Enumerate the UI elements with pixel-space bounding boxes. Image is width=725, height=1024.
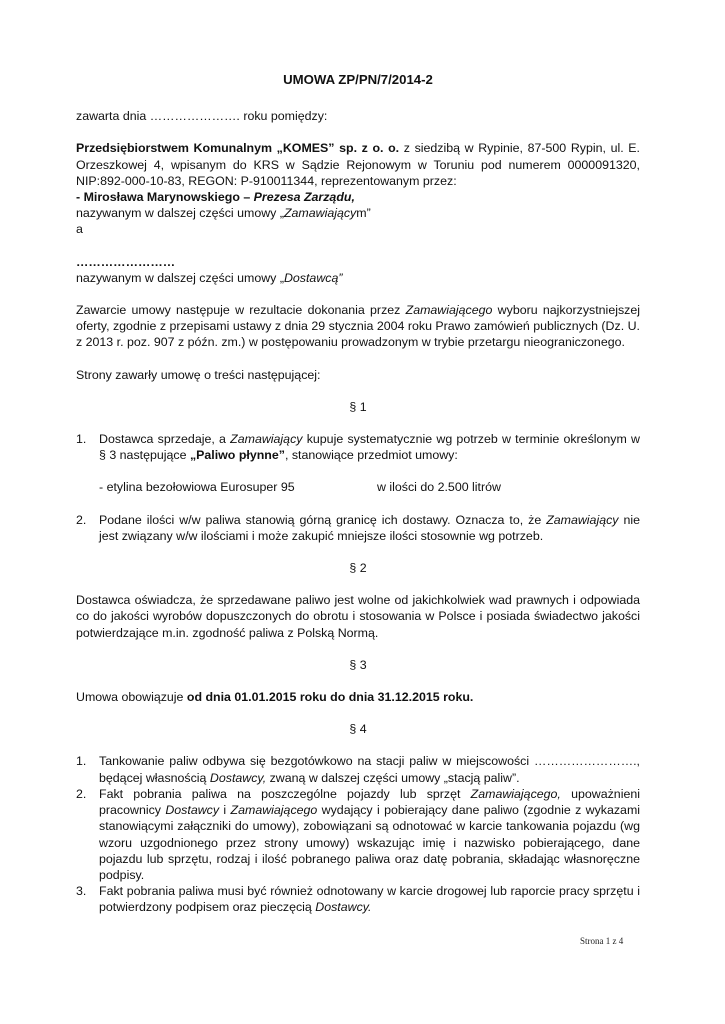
- spacer: [76, 383, 640, 399]
- party2-named: [76, 270, 640, 286]
- party1-representative: [76, 189, 640, 205]
- spacer: [76, 351, 640, 367]
- preamble-paragraph: [76, 302, 640, 351]
- party1-details: z siedzibą w Rypinie, 87-500 Rypin, ul. E. Orzeszkowej 4, wpisanym do KRS w Sądzie Rejonowym w Toruniu pod numerem 0000091320, NIP:892-000-10-83, REGON: P-910011344, reprezentowanym przez:: [76, 141, 640, 188]
- spacer: [76, 238, 640, 254]
- named-suffix: m”: [356, 206, 371, 221]
- party1-paragraph: [76, 140, 640, 189]
- item-number: 1.: [76, 432, 87, 447]
- party1-name: Przedsiębiorstwem Komunalnym „KOMES” sp. z o. o.: [76, 141, 400, 156]
- text: Tankowanie paliw odbywa się bezgotówkowo na stacji paliw w miejscowości ……………………., będącej własnością: [99, 754, 640, 785]
- list-item: [76, 883, 640, 915]
- named-role: Zamawiający: [283, 206, 357, 221]
- section-1-list: [76, 431, 640, 463]
- text: nie jest związany w/w ilościami i może zakupić mniejsze ilości stosownie wg potrzeb.: [99, 512, 641, 543]
- agreed-line: Strony zawarły umowę o treści następującej:: [76, 367, 321, 382]
- section-2-heading: § 2: [349, 561, 367, 576]
- text: Fakt pobrania paliwa musi być również odnotowany w karcie drogowej lub raporcie pracy sprzętu i potwierdzony podpisem oraz pieczęcią: [99, 884, 640, 915]
- item-number: 2.: [76, 786, 87, 801]
- section-1-list-cont: [76, 512, 640, 544]
- text: upoważnieni pracownicy: [99, 786, 640, 818]
- text-italic: Dostawcy.: [315, 900, 372, 915]
- text: Fakt pobrania paliwa na poszczególne pojazdy lub sprzęt: [99, 786, 471, 801]
- item-number: 1.: [76, 754, 87, 769]
- page-number: Strona 1 z 4: [580, 936, 624, 946]
- fuel-row: [76, 479, 640, 495]
- text: wydający i pobierający dane paliwo (zgodnie z wykazami stanowiącymi załączniki do umowy), zobowiązani są odnotować w karcie tankowania pojazdu (wg wzoru uzgodnionego przez strony umowy) wskazując imię i nazwisko pobierającego, dane pojazdu lub sprzętu, rodzaj i ilość pobranego paliwa oraz datę pobrania, składając własnoręczne podpisy.: [99, 803, 641, 882]
- document-title: UMOWA ZP/PN/7/2014-2: [283, 72, 433, 87]
- rep-dash: -: [76, 190, 84, 205]
- party2-dots: ……………………: [76, 254, 176, 269]
- spacer: [76, 737, 640, 753]
- spacer: [76, 496, 640, 512]
- list-item: [76, 753, 640, 785]
- text: , stanowiące przedmiot umowy:: [284, 448, 458, 463]
- text: zwaną w dalszej części umowy „stacją paliw”.: [266, 770, 520, 785]
- section-4-list: [76, 753, 640, 915]
- section-4-heading: § 4: [349, 722, 367, 737]
- spacer: [76, 463, 640, 479]
- section-3-text: [76, 689, 640, 705]
- list-item: [76, 786, 640, 883]
- text: Umowa obowiązuje: [76, 690, 187, 705]
- text-bold: od dnia 01.01.2015 roku do dnia 31.12.2015 roku.: [186, 690, 474, 705]
- text-bold: „Paliwo płynne”: [189, 448, 285, 463]
- spacer: [76, 673, 640, 689]
- conjunction: a: [76, 222, 83, 237]
- text: kupuje systematycznie wg potrzeb w terminie określonym w § 3 następujące: [99, 432, 640, 463]
- item-number: 3.: [76, 884, 87, 899]
- text-italic: Zamawiającego: [230, 803, 318, 818]
- section-3-heading: § 3: [349, 657, 367, 672]
- fuel-name: - etylina bezołowiowa Eurosuper 95: [99, 480, 295, 495]
- spacer: [76, 576, 640, 592]
- text-italic: Zamawiającego: [405, 303, 493, 318]
- text-italic: Zamawiającego,: [470, 786, 561, 801]
- text-italic: Dostawcy: [165, 803, 220, 818]
- list-item: [76, 431, 640, 463]
- document-page: [76, 72, 640, 916]
- text: wyboru najkorzystniejszej oferty, zgodnie z przepisami ustawy z dnia 29 stycznia 2004 roku Prawo zamówień publicznych (Dz. U. z 2013 r. poz. 907 z późn. zm.) w postępowaniu prowadzonym w trybie przetargu nieograniczonego.: [76, 303, 640, 350]
- section-2-text: Dostawca oświadcza, że sprzedawane paliwo jest wolne od jakichkolwiek wad prawnych i odpowiada co do jakości wyrobów dopuszczonych do obrotu i stosowania w Polsce i posiada świadectwo jakości potwierdzające m.in. zgodność paliwa z Polską Normą.: [76, 593, 640, 640]
- rep-name: Mirosława Marynowskiego –: [83, 190, 254, 205]
- text-italic: Zamawiający: [546, 512, 619, 527]
- named-prefix: nazywanym w dalszej części umowy „: [76, 206, 284, 221]
- named-role: Dostawcą”: [283, 270, 343, 285]
- spacer: [76, 415, 640, 431]
- party1-named: [76, 205, 640, 221]
- named-prefix: nazywanym w dalszej części umowy „: [76, 270, 284, 285]
- spacer: [76, 124, 640, 140]
- intro-line: zawarta dnia …………………. roku pomiędzy:: [76, 109, 328, 124]
- spacer: [76, 544, 640, 560]
- rep-role: Prezesa Zarządu,: [253, 190, 355, 205]
- item-number: 2.: [76, 512, 87, 527]
- text-italic: Dostawcy,: [209, 770, 267, 785]
- text: i: [219, 803, 231, 818]
- section-1-heading: § 1: [349, 399, 367, 414]
- text: Podane ilości w/w paliwa stanowią górną granicę ich dostawy. Oznacza to, że: [99, 512, 547, 527]
- spacer: [76, 286, 640, 302]
- text: Zawarcie umowy następuje w rezultacie dokonania przez: [76, 303, 406, 318]
- fuel-quantity: w ilości do 2.500 litrów: [377, 480, 501, 495]
- list-item: [76, 512, 640, 544]
- text: Dostawca sprzedaje, a: [99, 432, 231, 447]
- spacer: [76, 705, 640, 721]
- spacer: [76, 641, 640, 657]
- text-italic: Zamawiający: [230, 432, 303, 447]
